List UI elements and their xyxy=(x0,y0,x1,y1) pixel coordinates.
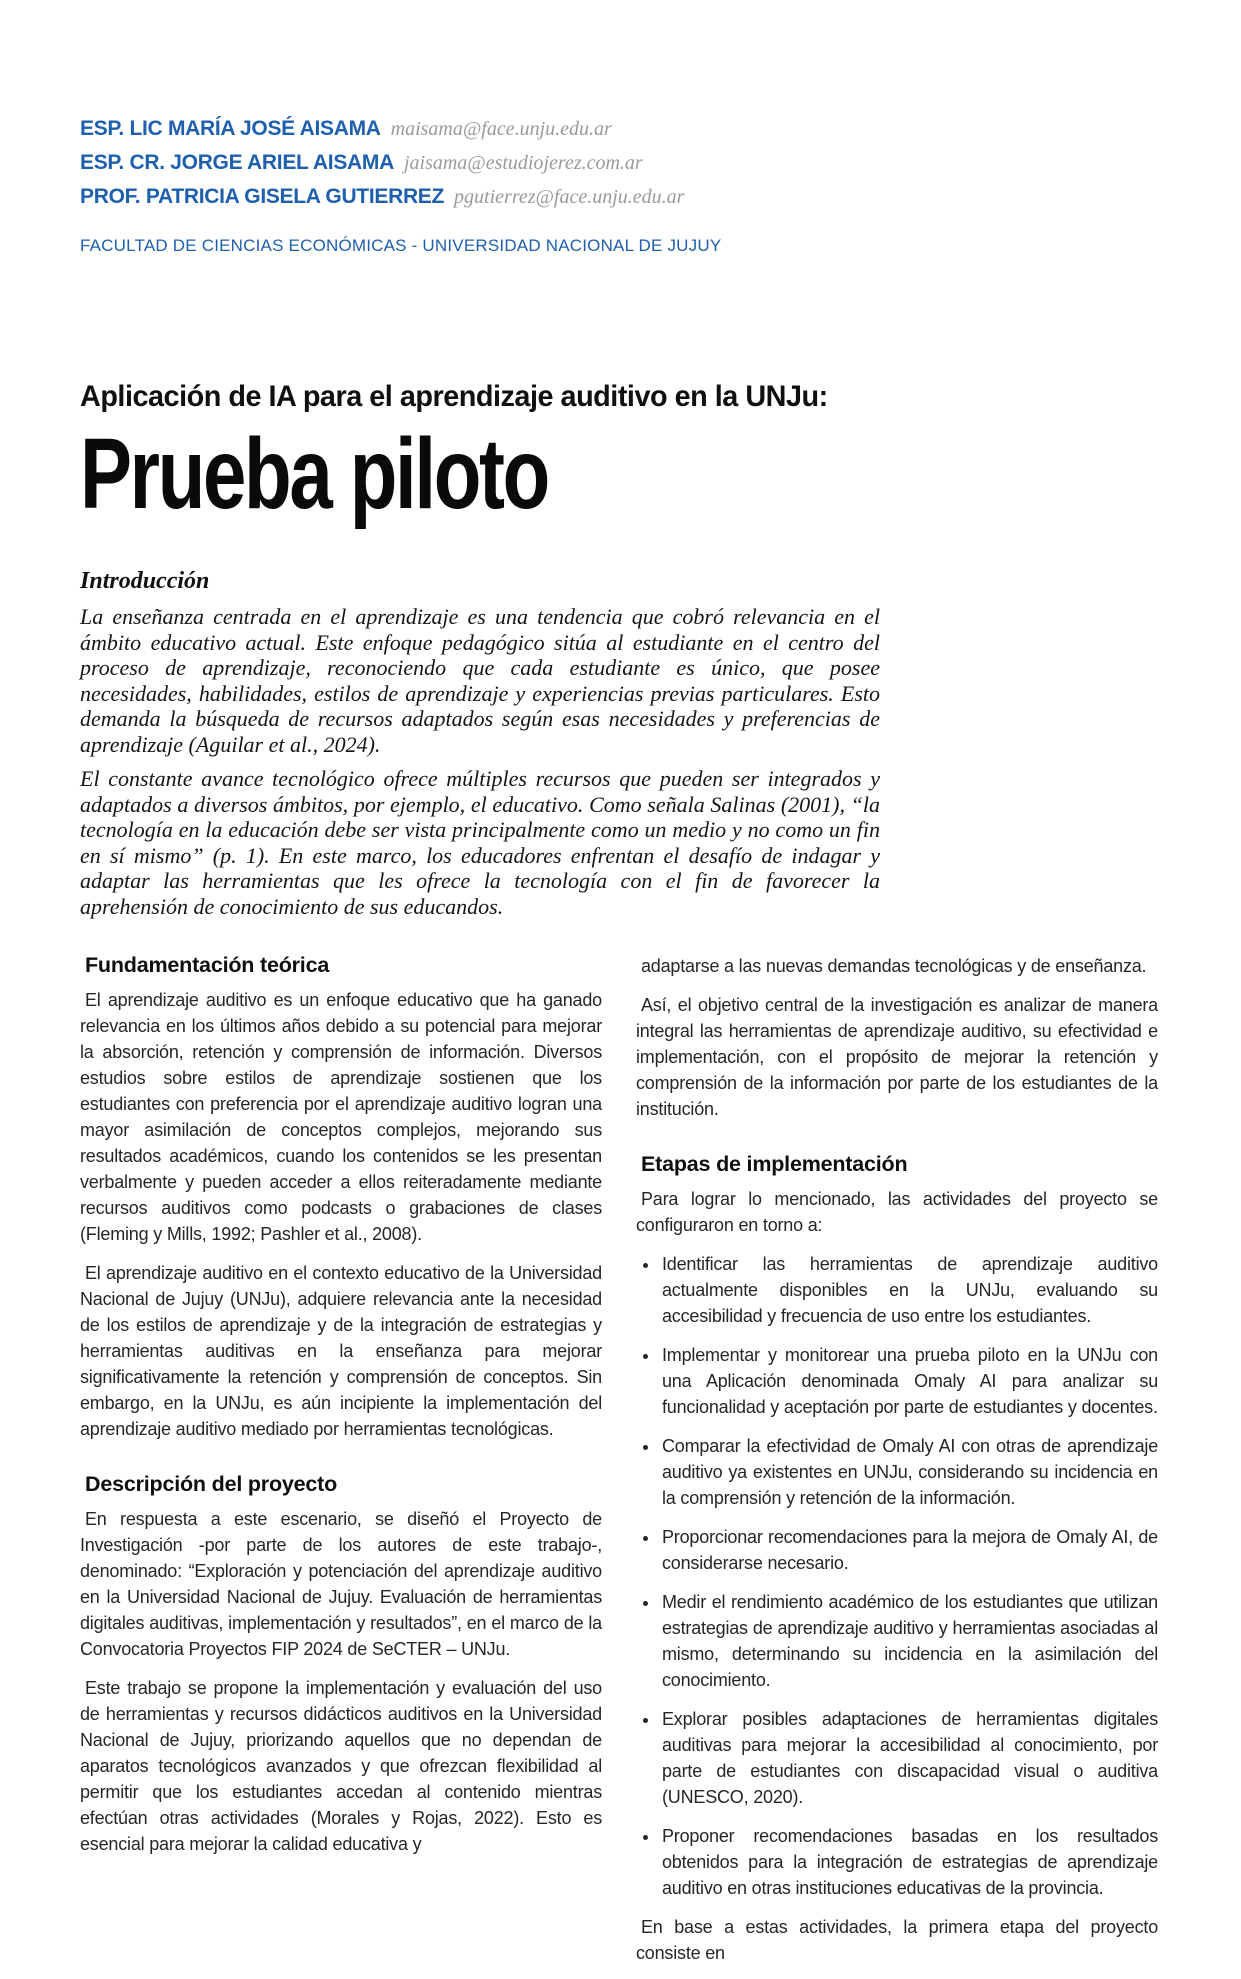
bullet-item: • Comparar la efectividad de Omaly AI con otras de aprendizaje auditivo ya existentes en UNJu, considerando su incidencia en la comprensión y retención de la información. xyxy=(660,1433,1158,1511)
paragraph: adaptarse a las nuevas demandas tecnológicas y de enseñanza. xyxy=(641,956,1147,976)
page-title: Prueba piloto xyxy=(80,418,548,530)
affiliation: FACULTAD DE CIENCIAS ECONÓMICAS - UNIVERSIDAD NACIONAL DE JUJUY xyxy=(80,236,722,255)
closing-paragraph: En base a estas actividades, la primera etapa del proyecto consiste en xyxy=(636,1917,1158,1963)
intro-section xyxy=(80,568,880,919)
author-email: jaisama@estudiojerez.com.ar xyxy=(403,152,643,174)
paragraph: El aprendizaje auditivo en el contexto educativo de la Universidad Nacional de Jujuy (UNJu), adquiere relevancia ante la necesidad de los estilos de aprendizaje y de la integración de estrategias y herramientas auditivas en la enseñanza para mejorar significativamente la retención y comprensión de conceptos. Sin embargo, en la UNJu, es aún incipiente la implementación del aprendizaje auditivo mediado por herramientas tecnológicas. xyxy=(80,1263,602,1439)
author-name: ESP. LIC MARÍA JOSÉ AISAMA xyxy=(80,117,381,140)
author-name: PROF. PATRICIA GISELA GUTIERREZ xyxy=(80,185,445,208)
intro-heading: Introducción xyxy=(80,568,210,594)
left-column xyxy=(80,953,602,1979)
bullet-item: • Explorar posibles adaptaciones de herramientas digitales auditivas para mejorar la accesibilidad al conocimiento, por parte de estudiantes con discapacidad visual o auditiva (UNESCO, 2020). xyxy=(660,1706,1158,1810)
bullet-item: • Proponer recomendaciones basadas en los resultados obtenidos para la integración de estrategias de aprendizaje auditivo en otras instituciones educativas de la provincia. xyxy=(660,1823,1158,1901)
bullet-item: • Identificar las herramientas de aprendizaje auditivo actualmente disponibles en la UNJu, evaluando su accesibilidad y frecuencia de uso entre los estudiantes. xyxy=(660,1251,1158,1329)
author-line xyxy=(80,112,1158,146)
author-name: ESP. CR. JORGE ARIEL AISAMA xyxy=(80,151,394,174)
section-heading-descripcion: Descripción del proyecto xyxy=(85,1472,338,1496)
section-heading-etapas: Etapas de implementación xyxy=(641,1152,908,1176)
paragraph: Así, el objetivo central de la investigación es analizar de manera integral las herramientas de aprendizaje auditivo, su efectividad e implementación, con el propósito de mejorar la retención y comprensión de la información por parte de los estudiantes de la institución. xyxy=(636,995,1158,1119)
paragraph: Para lograr lo mencionado, las actividades del proyecto se configuraron en torno a: xyxy=(636,1189,1158,1235)
author-email: pgutierrez@face.unju.edu.ar xyxy=(454,186,685,208)
bullet-item: • Implementar y monitorear una prueba piloto en la UNJu con una Aplicación denominada Omaly AI para analizar su funcionalidad y aceptación por parte de estudiantes y docentes. xyxy=(660,1342,1158,1420)
paragraph: El aprendizaje auditivo es un enfoque educativo que ha ganado relevancia en los últimos años debido a su potencial para mejorar la absorción, retención y comprensión de información. Diversos estudios sobre estilos de aprendizaje sostienen que los estudiantes con preferencia por el aprendizaje auditivo logran una mayor asimilación de conceptos complejos, mejorando sus resultados académicos, cuando los contenidos se les presentan verbalmente y pueden acceder a ellos reiteradamente mediante recursos auditivos como podcasts o grabaciones de clases (Fleming y Mills, 1992; Pashler et al., 2008). xyxy=(80,990,602,1244)
bullet-item: • Medir el rendimiento académico de los estudiantes que utilizan estrategias de aprendizaje auditivo y herramientas asociadas al mismo, determinando su incidencia en la asimilación del conocimiento. xyxy=(660,1589,1158,1693)
bullet-list xyxy=(636,1251,1158,1901)
paragraph: En respuesta a este escenario, se diseñó el Proyecto de Investigación -por parte de los autores de este trabajo-, denominado: “Exploración y potenciación del aprendizaje auditivo en la Universidad Nacional de Jujuy. Evaluación de herramientas digitales auditivas, implementación y resultados”, en el marco de la Convocatoria Proyectos FIP 2024 de SeCTER – UNJu. xyxy=(80,1509,602,1659)
article-kicker: Aplicación de IA para el aprendizaje auditivo en la UNJu: xyxy=(80,380,828,413)
right-column xyxy=(636,953,1158,1979)
author-block xyxy=(80,0,1158,214)
intro-paragraph: La enseñanza centrada en el aprendizaje es una tendencia que cobró relevancia en el ámbito educativo actual. Este enfoque pedagógico sitúa al estudiante en el centro del proceso de aprendizaje, reconociendo que cada estudiante es único, que posee necesidades, habilidades, estilos de aprendizaje y experiencias previas particulares. Esto demanda la búsqueda de recursos adaptados según esas necesidades y preferencias de aprendizaje (Aguilar et al., 2024). xyxy=(80,604,880,757)
intro-paragraph: El constante avance tecnológico ofrece múltiples recursos que pueden ser integrados y adaptados a diversos ámbitos, por ejemplo, el educativo. Como señala Salinas (2001), “la tecnología en la educación debe ser vista principalmente como un medio y no como un fin en sí mismo” (p. 1). En este marco, los educadores enfrentan el desafío de indagar y adaptar las herramientas que les ofrece la tecnología con el fin de favorecer la aprehensión de conocimiento de sus educandos. xyxy=(80,766,880,919)
two-column-body xyxy=(80,953,1158,1979)
author-line xyxy=(80,180,1158,214)
author-email: maisama@face.unju.edu.ar xyxy=(390,118,612,140)
section-heading-fundamentacion: Fundamentación teórica xyxy=(85,953,330,977)
bullet-item: • Proporcionar recomendaciones para la mejora de Omaly AI, de considerarse necesario. xyxy=(660,1524,1158,1576)
paragraph: Este trabajo se propone la implementación y evaluación del uso de herramientas y recursos didácticos auditivos en la Universidad Nacional de Jujuy, priorizando aquellos que no dependan de aparatos tecnológicos avanzados y que ofrezcan flexibilidad al permitir que los estudiantes accedan al contenido mientras efectúan otras actividades (Morales y Rojas, 2022). Esto es esencial para mejorar la calidad educativa y xyxy=(80,1678,602,1854)
author-line xyxy=(80,146,1158,180)
